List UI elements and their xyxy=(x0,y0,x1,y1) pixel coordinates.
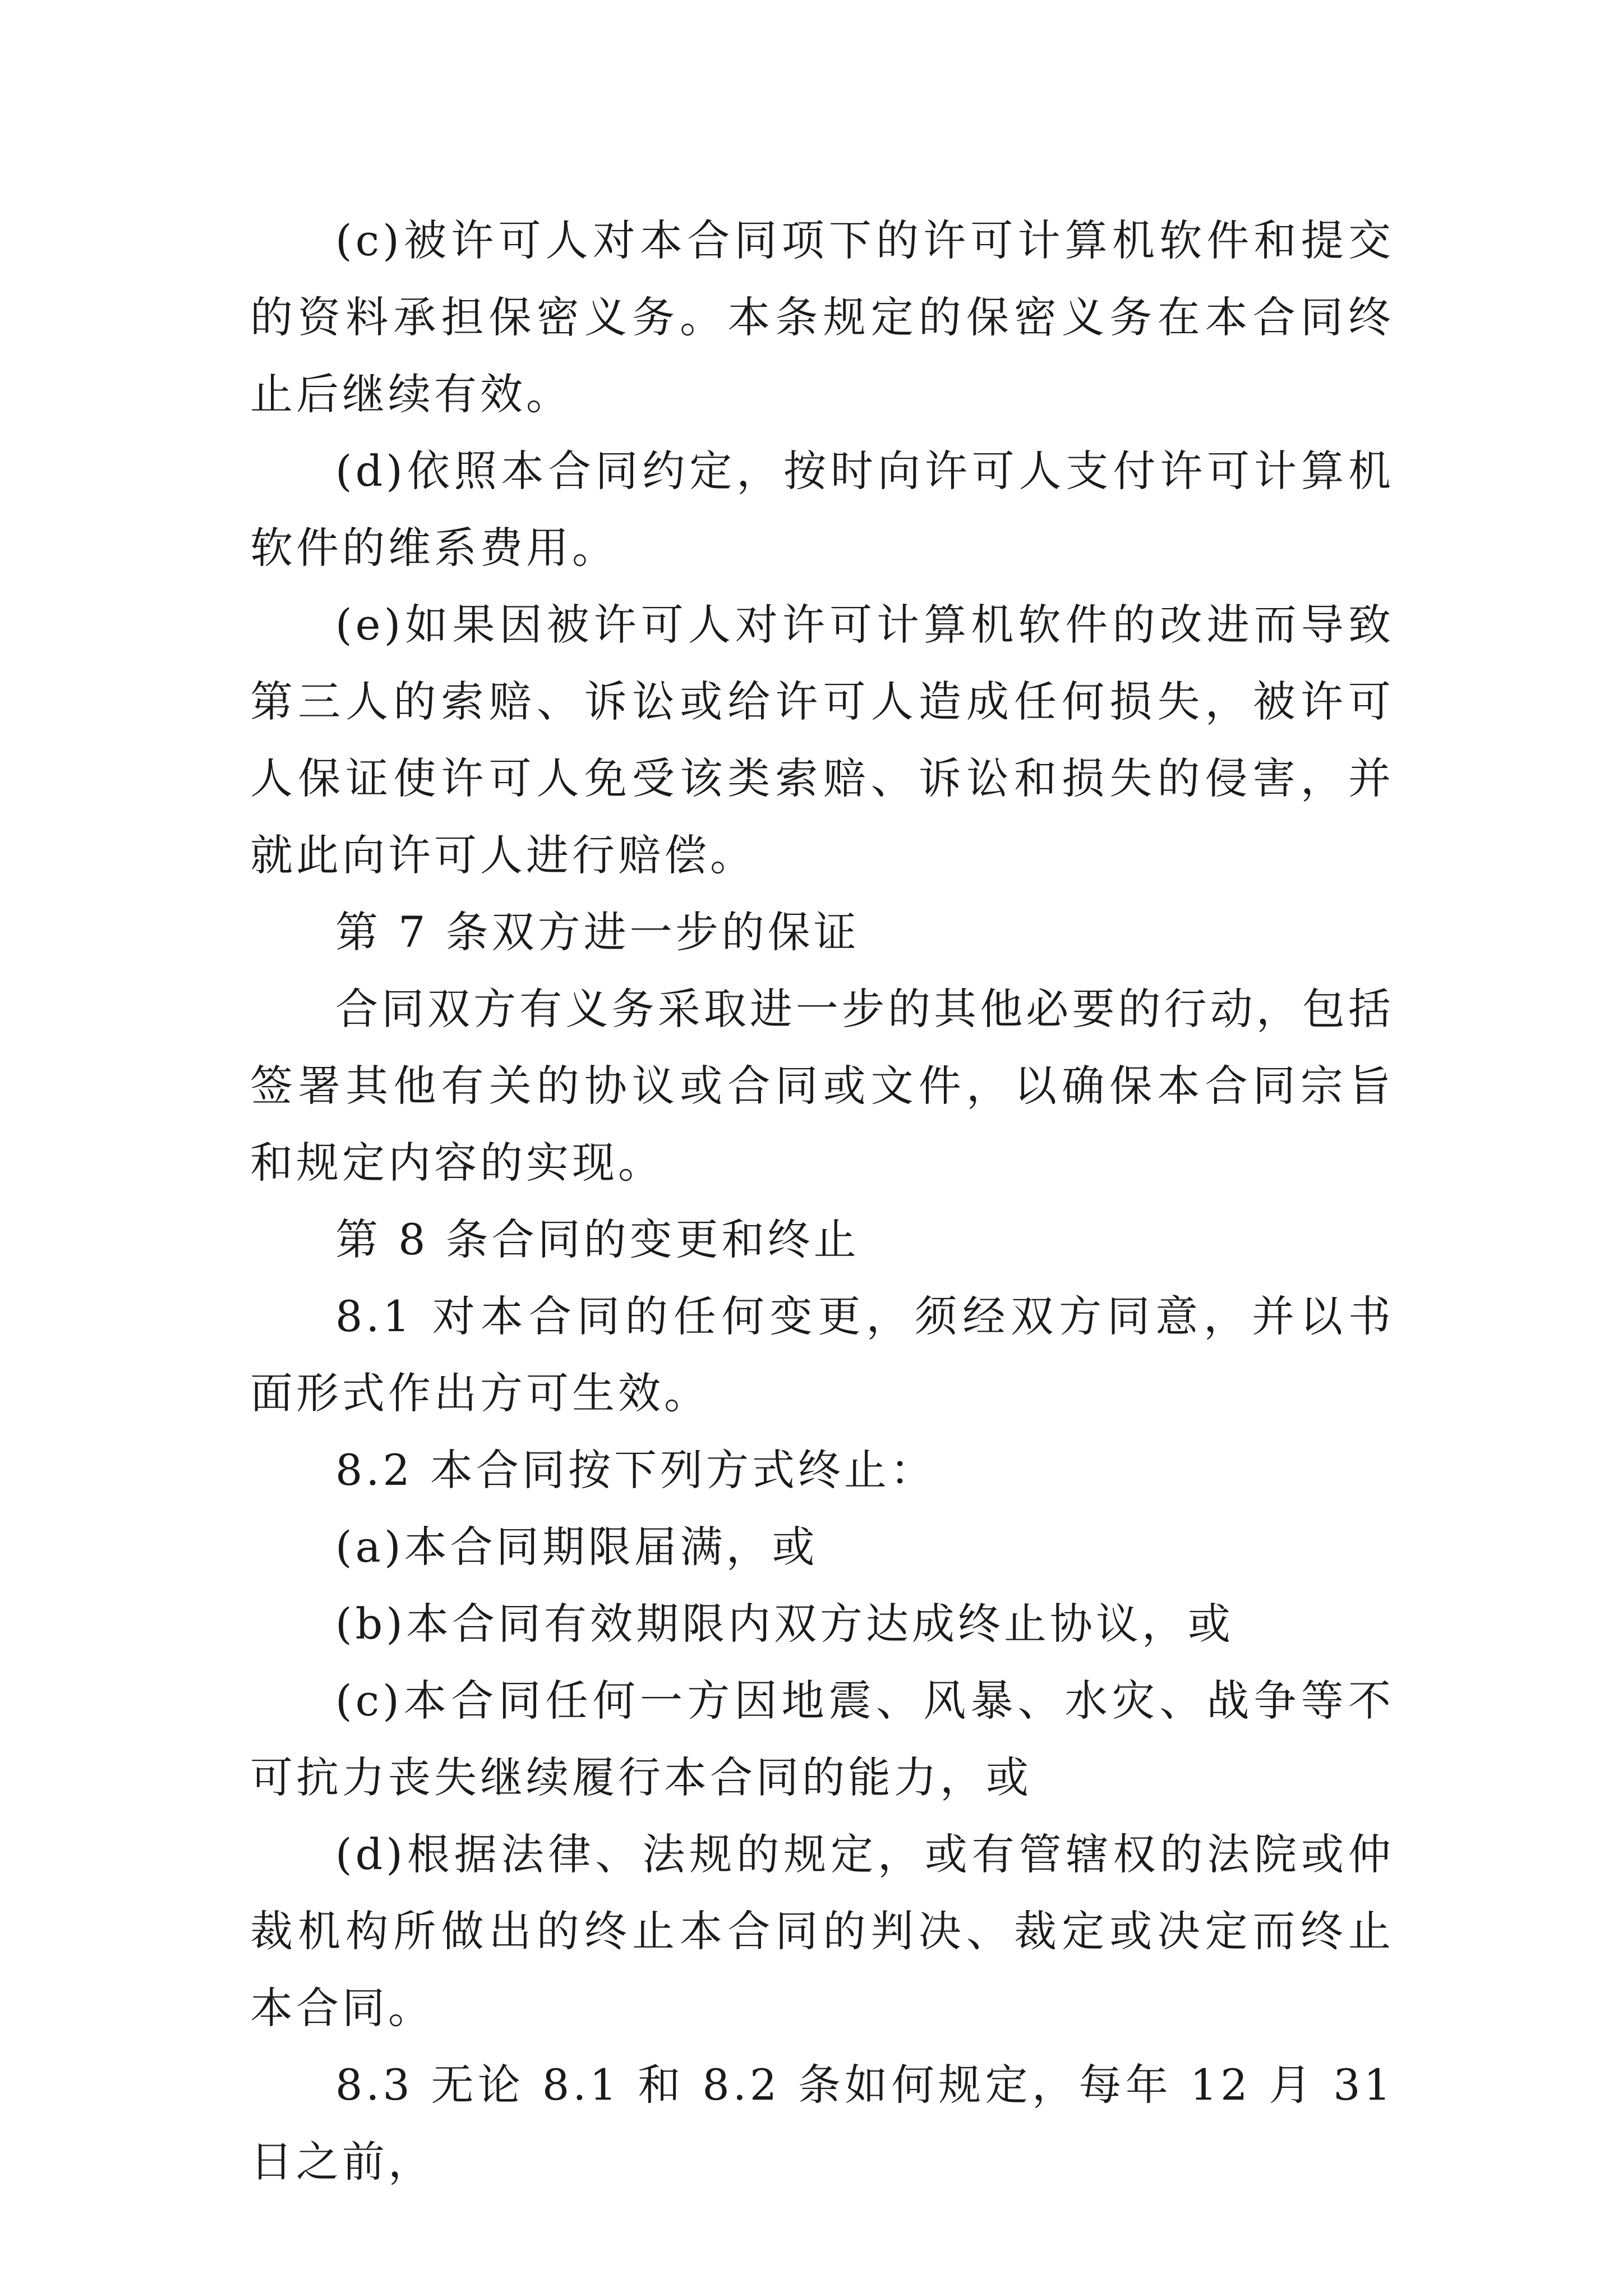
paragraph-d-maintenance-fee: (d)依照本合同约定，按时向许可人支付许可计算机软件的维系费用。 xyxy=(250,446,1394,573)
clause-8-2-c: (c)本合同任何一方因地震、风暴、水灾、战争等不可抗力丧失继续履行本合同的能力，或 xyxy=(250,1676,1394,1802)
paragraph-c-confidentiality: (c)被许可人对本合同项下的许可计算机软件和提交的资料承担保密义务。本条规定的保密义务在本合同终止后继续有效。 xyxy=(250,215,1394,419)
article-7-heading: 第 7 条双方进一步的保证 xyxy=(335,907,860,957)
paragraph-e-indemnity: (e)如果因被许可人对许可计算机软件的改进而导致第三人的索赔、诉讼或给许可人造成任何损失，被许可人保证使许可人免受该类索赔、诉讼和损失的侵害，并就此向许可人进行赔偿。 xyxy=(250,600,1394,880)
document-body xyxy=(250,202,1394,2200)
article-8-heading: 第 8 条合同的变更和终止 xyxy=(335,1214,860,1264)
clause-8-2-a: (a)本合同期限届满，或 xyxy=(335,1522,818,1572)
clause-8-2-d: (d)根据法律、法规的规定，或有管辖权的法院或仲裁机构所做出的终止本合同的判决、裁定或决定而终止本合同。 xyxy=(250,1829,1394,2033)
clause-8-1: 8.1 对本合同的任何变更，须经双方同意，并以书面形式作出方可生效。 xyxy=(250,1291,1394,1418)
clause-8-2: 8.2 本合同按下列方式终止： xyxy=(335,1445,937,1495)
clause-8-2-b: (b)本合同有效期限内双方达成终止协议，或 xyxy=(335,1599,1234,1649)
article-7-body: 合同双方有义务采取进一步的其他必要的行动，包括签署其他有关的协议或合同或文件，以确保本合同宗旨和规定内容的实现。 xyxy=(250,984,1394,1188)
clause-8-3: 8.3 无论 8.1 和 8.2 条如何规定，每年 12 月 31 日之前， xyxy=(250,2060,1394,2187)
